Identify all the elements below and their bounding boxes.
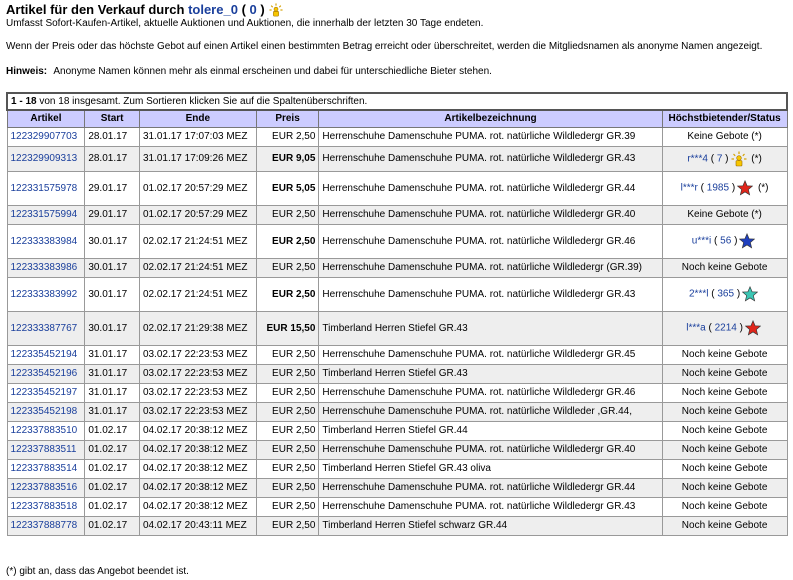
price-cell: EUR 5,05 <box>256 171 319 205</box>
end-cell: 02.02.17 21:29:38 MEZ <box>139 311 256 345</box>
listing-table <box>6 92 788 536</box>
title-cell: Herrenschuhe Damenschuhe PUMA. rot. natürliche Wildledergr GR.44 <box>319 478 662 497</box>
item-id-cell <box>7 277 85 311</box>
bidder-score-close: ) <box>734 235 738 247</box>
price-cell: EUR 2,50 <box>256 478 319 497</box>
item-id-link[interactable]: 122333383986 <box>10 262 78 273</box>
paren-open: ( <box>241 2 246 17</box>
title-cell: Herrenschuhe Damenschuhe PUMA. rot. natürliche Wildledergr GR.40 <box>319 205 662 224</box>
item-id-link[interactable]: 122335452198 <box>10 406 78 417</box>
title-prefix: Artikel für den Verkauf durch <box>6 2 185 17</box>
summary-cell <box>7 93 787 110</box>
price-cell: EUR 2,50 <box>256 402 319 421</box>
item-id-cell <box>7 421 85 440</box>
red-star-icon[interactable] <box>745 320 761 336</box>
item-id-link[interactable]: 122333383992 <box>10 288 78 300</box>
bidder-link[interactable]: l***a <box>686 322 706 334</box>
col-ende[interactable] <box>139 110 256 127</box>
bidder-score-close: ) <box>739 322 743 334</box>
title-cell: Herrenschuhe Damenschuhe PUMA. rot. natürliche Wildledergr GR.39 <box>319 127 662 146</box>
price-cell: EUR 2,50 <box>256 516 319 535</box>
end-cell: 04.02.17 20:38:12 MEZ <box>139 421 256 440</box>
end-cell: 02.02.17 21:24:51 MEZ <box>139 224 256 258</box>
end-cell: 03.02.17 22:23:53 MEZ <box>139 345 256 364</box>
end-cell: 31.01.17 17:09:26 MEZ <box>139 146 256 171</box>
item-id-link[interactable]: 122337888778 <box>10 520 78 531</box>
title-cell: Herrenschuhe Damenschuhe PUMA. rot. natürliche Wildledergr GR.46 <box>319 383 662 402</box>
price-cell: EUR 2,50 <box>256 421 319 440</box>
hint-label: Hinweis: <box>6 66 48 77</box>
bidder-score-open: ( <box>708 322 712 334</box>
item-id-cell <box>7 459 85 478</box>
price-cell: EUR 2,50 <box>256 440 319 459</box>
title-cell: Herrenschuhe Damenschuhe PUMA. rot. natürliche Wildledergr GR.43 <box>319 146 662 171</box>
table-row <box>7 311 787 345</box>
subtitle: Umfasst Sofort-Kaufen-Artikel, aktuelle Auktionen und Auktionen, die innerhalb der letzten 30 Tage endeten. <box>6 18 484 29</box>
start-cell: 29.01.17 <box>85 171 140 205</box>
status-text: Noch keine Gebote <box>681 444 768 455</box>
paren-close: ) <box>260 2 265 17</box>
summary-text: von 18 insgesamt. Zum Sortieren klicken Sie auf die Spaltenüberschriften. <box>39 96 368 107</box>
status-cell <box>662 171 787 205</box>
item-id-cell <box>7 205 85 224</box>
title-cell: Timberland Herren Stiefel GR.44 <box>319 421 662 440</box>
table-row <box>7 224 787 258</box>
new-member-icon[interactable] <box>269 3 283 17</box>
table-row <box>7 277 787 311</box>
end-cell: 03.02.17 22:23:53 MEZ <box>139 364 256 383</box>
blue-star-icon[interactable] <box>739 233 755 249</box>
bidder-score-open: ( <box>710 153 715 165</box>
item-id-link[interactable]: 122333383984 <box>10 235 78 247</box>
col-preis-link[interactable]: Preis <box>275 113 300 125</box>
hint <box>6 66 793 77</box>
status-cell <box>662 364 787 383</box>
seller-rating-link[interactable]: 0 <box>249 2 257 17</box>
status-text: Noch keine Gebote <box>681 425 768 436</box>
col-status-link[interactable]: Höchstbietender/Status <box>668 113 781 125</box>
red-star-icon[interactable] <box>737 180 753 196</box>
price-cell: EUR 15,50 <box>256 311 319 345</box>
status-cell <box>662 402 787 421</box>
bidder-score-link[interactable]: 7 <box>716 153 723 165</box>
start-cell: 01.02.17 <box>85 440 140 459</box>
end-cell: 03.02.17 22:23:53 MEZ <box>139 402 256 421</box>
bidder-score-close: ) <box>725 153 729 165</box>
start-cell: 31.01.17 <box>85 364 140 383</box>
end-cell: 01.02.17 20:57:29 MEZ <box>139 205 256 224</box>
status-cell <box>662 440 787 459</box>
title-cell: Herrenschuhe Damenschuhe PUMA. rot. natürliche Wildledergr GR.40 <box>319 440 662 459</box>
title-cell: Timberland Herren Stiefel GR.43 oliva <box>319 459 662 478</box>
start-cell: 31.01.17 <box>85 383 140 402</box>
price-cell: EUR 2,50 <box>256 258 319 277</box>
item-id-cell <box>7 402 85 421</box>
item-id-link[interactable]: 122335452196 <box>10 368 78 379</box>
start-cell: 01.02.17 <box>85 421 140 440</box>
table-row <box>7 402 787 421</box>
item-id-cell <box>7 440 85 459</box>
end-cell: 31.01.17 17:07:03 MEZ <box>139 127 256 146</box>
status-cell <box>662 258 787 277</box>
start-cell: 29.01.17 <box>85 205 140 224</box>
bidder-score-link[interactable]: 365 <box>717 288 735 300</box>
table-row <box>7 383 787 402</box>
status-text: Keine Gebote (*) <box>687 209 762 220</box>
start-cell: 01.02.17 <box>85 497 140 516</box>
status-text: Keine Gebote (*) <box>687 131 762 142</box>
item-id-cell <box>7 345 85 364</box>
item-id-link[interactable]: 122337883511 <box>10 444 77 455</box>
item-id-link[interactable]: 122329907703 <box>10 131 78 142</box>
price-cell: EUR 2,50 <box>256 459 319 478</box>
price-cell: EUR 2,50 <box>256 224 319 258</box>
status-cell <box>662 224 787 258</box>
item-id-cell <box>7 224 85 258</box>
bidder-link[interactable]: r***4 <box>687 153 708 165</box>
seller-link[interactable]: tolere_0 <box>188 2 238 17</box>
start-cell: 30.01.17 <box>85 258 140 277</box>
status-cell <box>662 383 787 402</box>
col-artikel-link[interactable]: Artikel <box>30 113 62 125</box>
footnote: (*) gibt an, dass das Angebot beendet ist. <box>6 566 189 577</box>
title-line <box>6 1 793 18</box>
status-cell <box>662 127 787 146</box>
end-cell: 04.02.17 20:38:12 MEZ <box>139 459 256 478</box>
bidder-score-link[interactable]: 1985 <box>706 182 730 194</box>
col-artikel[interactable] <box>7 110 85 127</box>
col-preis[interactable] <box>256 110 319 127</box>
col-status[interactable] <box>662 110 787 127</box>
status-text: Noch keine Gebote <box>681 349 768 360</box>
start-cell: 30.01.17 <box>85 224 140 258</box>
col-bezeichnung[interactable] <box>319 110 662 127</box>
item-id-cell <box>7 516 85 535</box>
status-text: Noch keine Gebote <box>681 501 768 512</box>
start-cell: 01.02.17 <box>85 478 140 497</box>
status-cell <box>662 421 787 440</box>
status-cell <box>662 478 787 497</box>
item-id-cell <box>7 383 85 402</box>
start-cell: 01.02.17 <box>85 516 140 535</box>
status-text: Noch keine Gebote <box>681 368 768 379</box>
status-text: Noch keine Gebote <box>681 387 768 398</box>
turquoise-star-icon[interactable] <box>742 286 758 302</box>
table-row <box>7 171 787 205</box>
table-row <box>7 459 787 478</box>
bidder-score-open: ( <box>711 288 715 300</box>
summary-row <box>7 93 787 110</box>
page <box>0 1 793 77</box>
col-start-link[interactable]: Start <box>100 113 124 125</box>
end-cell: 01.02.17 20:57:29 MEZ <box>139 171 256 205</box>
bidder-score-close: ) <box>736 288 741 300</box>
bidder-score-open: ( <box>714 235 718 247</box>
title-cell: Herrenschuhe Damenschuhe PUMA. rot. natürliche Wildledergr GR.44 <box>319 171 662 205</box>
summary-range: 1 - 18 <box>11 96 37 107</box>
price-cell: EUR 9,05 <box>256 146 319 171</box>
end-cell: 04.02.17 20:38:12 MEZ <box>139 497 256 516</box>
page-title <box>6 2 265 17</box>
item-id-link[interactable]: 122333387767 <box>10 322 78 334</box>
item-id-cell <box>7 146 85 171</box>
bidder-link[interactable]: 2***l <box>689 288 709 300</box>
start-cell: 28.01.17 <box>85 127 140 146</box>
start-cell: 30.01.17 <box>85 311 140 345</box>
item-id-link[interactable]: 122335452197 <box>10 387 78 398</box>
status-cell <box>662 345 787 364</box>
bidder-link[interactable]: u***i <box>691 235 712 247</box>
col-ende-link[interactable]: Ende <box>185 113 211 125</box>
status-cell <box>662 311 787 345</box>
status-text: Noch keine Gebote <box>681 463 768 474</box>
title-cell: Herrenschuhe Damenschuhe PUMA. rot. natürliche Wildledergr GR.43 <box>319 497 662 516</box>
item-id-cell <box>7 497 85 516</box>
title-cell: Timberland Herren Stiefel schwarz GR.44 <box>319 516 662 535</box>
price-cell: EUR 2,50 <box>256 383 319 402</box>
end-cell: 02.02.17 21:24:51 MEZ <box>139 258 256 277</box>
title-cell: Timberland Herren Stiefel GR.43 <box>319 364 662 383</box>
start-cell: 31.01.17 <box>85 402 140 421</box>
price-cell: EUR 2,50 <box>256 205 319 224</box>
table-row <box>7 345 787 364</box>
bidder-score-link[interactable]: 2214 <box>714 322 737 334</box>
end-cell: 04.02.17 20:43:11 MEZ <box>139 516 256 535</box>
item-id-link[interactable]: 122335452194 <box>10 349 78 360</box>
price-cell: EUR 2,50 <box>256 277 319 311</box>
table-row <box>7 127 787 146</box>
item-id-link[interactable]: 122337883510 <box>10 425 78 436</box>
title-cell: Herrenschuhe Damenschuhe PUMA. rot. natürliche Wildleder ,GR.44, <box>319 402 662 421</box>
start-cell: 30.01.17 <box>85 277 140 311</box>
item-id-cell <box>7 127 85 146</box>
item-id-cell <box>7 478 85 497</box>
item-id-cell <box>7 311 85 345</box>
status-cell <box>662 205 787 224</box>
item-id-cell <box>7 171 85 205</box>
table-row <box>7 516 787 535</box>
ended-marker: (*) <box>751 153 762 165</box>
item-id-link[interactable]: 122337883514 <box>10 463 78 474</box>
start-cell: 28.01.17 <box>85 146 140 171</box>
end-cell: 02.02.17 21:24:51 MEZ <box>139 277 256 311</box>
price-cell: EUR 2,50 <box>256 497 319 516</box>
table-row <box>7 258 787 277</box>
title-cell: Timberland Herren Stiefel GR.43 <box>319 311 662 345</box>
end-cell: 04.02.17 20:38:12 MEZ <box>139 478 256 497</box>
status-cell <box>662 277 787 311</box>
status-text: Noch keine Gebote <box>681 262 768 273</box>
item-id-link[interactable]: 122329909313 <box>10 153 78 164</box>
table-row <box>7 421 787 440</box>
item-id-link[interactable]: 122337883518 <box>10 501 78 512</box>
status-cell <box>662 516 787 535</box>
table-row <box>7 440 787 459</box>
status-text: Noch keine Gebote <box>681 520 768 531</box>
header-row <box>7 110 787 127</box>
item-id-cell <box>7 364 85 383</box>
item-id-link[interactable]: 122331575978 <box>10 182 78 194</box>
table-row <box>7 205 787 224</box>
table-row <box>7 497 787 516</box>
bidder-score-open: ( <box>700 182 705 194</box>
end-cell: 03.02.17 22:23:53 MEZ <box>139 383 256 402</box>
end-cell: 04.02.17 20:38:12 MEZ <box>139 440 256 459</box>
status-text: Noch keine Gebote <box>681 482 768 493</box>
table-row <box>7 478 787 497</box>
title-cell: Herrenschuhe Damenschuhe PUMA. rot. natürliche Wildledergr GR.43 <box>319 277 662 311</box>
status-text: Noch keine Gebote <box>681 406 768 417</box>
title-cell: Herrenschuhe Damenschuhe PUMA. rot. natürliche Wildledergr (GR.39) <box>319 258 662 277</box>
bidder-score-link[interactable]: 56 <box>720 235 732 247</box>
table-row <box>7 364 787 383</box>
table-row <box>7 146 787 171</box>
item-id-link[interactable]: 122331575994 <box>10 209 78 220</box>
new-member-icon <box>731 151 747 167</box>
status-cell <box>662 459 787 478</box>
col-bezeichnung-link[interactable]: Artikelbezeichnung <box>444 113 537 125</box>
title-cell: Herrenschuhe Damenschuhe PUMA. rot. natürliche Wildledergr GR.46 <box>319 224 662 258</box>
item-id-link[interactable]: 122337883516 <box>10 482 78 493</box>
bidder-score-close: ) <box>731 182 736 194</box>
status-cell <box>662 497 787 516</box>
ended-marker: (*) <box>757 182 769 194</box>
title-cell: Herrenschuhe Damenschuhe PUMA. rot. natürliche Wildledergr GR.45 <box>319 345 662 364</box>
item-id-cell <box>7 258 85 277</box>
anonymous-info: Wenn der Preis oder das höchste Gebot auf einen Artikel einen bestimmten Betrag erreicht oder überschreitet, werden die Mitgliedsnamen als anonyme Namen angezeigt. <box>6 41 763 52</box>
price-cell: EUR 2,50 <box>256 127 319 146</box>
bidder-link[interactable]: l***r <box>680 182 698 194</box>
start-cell: 31.01.17 <box>85 345 140 364</box>
start-cell: 01.02.17 <box>85 459 140 478</box>
col-start[interactable] <box>85 110 140 127</box>
status-cell <box>662 146 787 171</box>
hint-text: Anonyme Namen können mehr als einmal erscheinen und dabei für unterschiedliche Bieter stehen. <box>53 66 492 77</box>
price-cell: EUR 2,50 <box>256 364 319 383</box>
price-cell: EUR 2,50 <box>256 345 319 364</box>
